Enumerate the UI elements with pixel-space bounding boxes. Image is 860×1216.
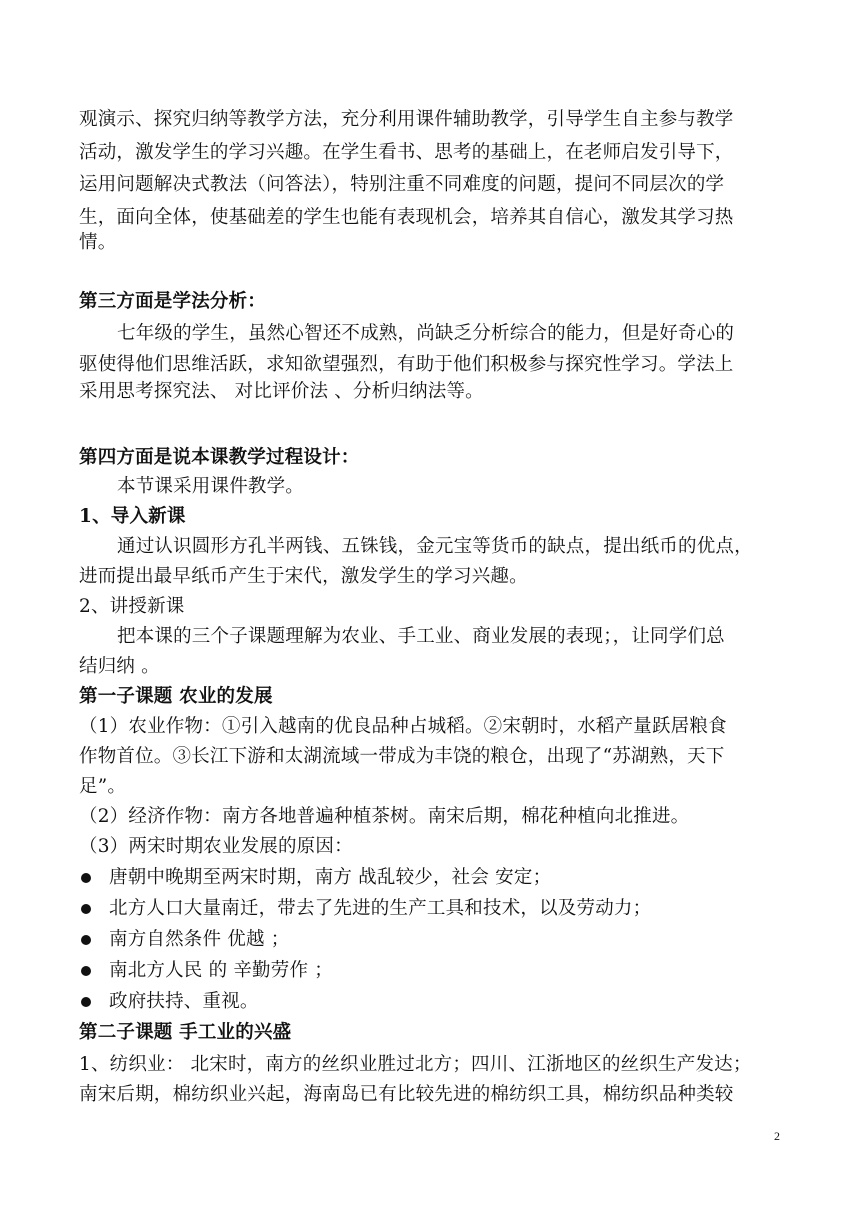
paragraph-line: 本节课采用课件教学。 [117, 476, 305, 497]
paragraph-line: 通过认识圆形方孔半两钱、五铢钱，金元宝等货币的缺点，提出纸币的优点， [117, 536, 753, 557]
sub-topic-heading: 第二子课题 手工业的兴盛 [79, 1022, 292, 1043]
sub-topic-heading: 第一子课题 农业的发展 [79, 686, 273, 707]
paragraph-line: （2）经济作物：南方各地普遍种植茶树。南宋后期，棉花种植向北推进。 [79, 806, 690, 827]
bullet-item [79, 866, 783, 890]
bullet-item [79, 928, 783, 952]
bullet-text: 北方人口大量南迁，带去了先进的生产工具和技术，以及劳动力； [109, 898, 652, 919]
subsection-heading: 2、讲授新课 [79, 596, 185, 617]
paragraph-line: 南宋后期，棉纺织业兴起，海南岛已有比较先进的棉纺织工具，棉纺织品种类较 [79, 1084, 734, 1105]
section-heading-3: 第三方面是学法分析： [79, 291, 267, 312]
bullet-dot-icon [81, 966, 91, 976]
paragraph-line: 1、纺织业： 北宋时，南方的丝织业胜过北方；四川、江浙地区的丝织生产发达； [79, 1054, 752, 1075]
bullet-dot-icon [81, 935, 91, 945]
paragraph-line: 作物首位。③长江下游和太湖流域一带成为丰饶的粮仓，出现了“苏湖熟，天下 [79, 746, 725, 767]
paragraph-line: 生，面向全体，使基础差的学生也能有表现机会，培养其自信心，激发其学习热 [79, 207, 734, 228]
paragraph-line: 采用思考探究法、 对比评价法 、分析归纳法等。 [79, 381, 484, 402]
paragraph-line: 观演示、探究归纳等教学方法，充分利用课件辅助教学，引导学生自主参与教学 [79, 109, 734, 130]
paragraph-line: 情。 [79, 232, 117, 253]
page-number: 2 [774, 1129, 780, 1143]
paragraph-line: 驱使得他们思维活跃，求知欲望强烈，有助于他们积极参与探究性学习。学法上 [79, 354, 734, 375]
bullet-text: 政府扶持、重视。 [109, 991, 259, 1012]
bullet-dot-icon [81, 873, 91, 883]
paragraph-line: 运用问题解决式教法（问答法），特别注重不同难度的问题，提问不同层次的学 [79, 174, 725, 195]
section-heading-4: 第四方面是说本课教学过程设计： [79, 447, 360, 468]
bullet-dot-icon [81, 904, 91, 914]
bullet-text: 南北方人民 的 辛勤劳作 ； [109, 960, 333, 981]
bullet-item [79, 959, 783, 983]
paragraph-line: 活动，激发学生的学习兴趣。在学生看书、思考的基础上，在老师启发引导下， [79, 142, 734, 163]
paragraph-line: 把本课的三个子课题理解为农业、手工业、商业发展的表现；，让同学们总 [117, 626, 725, 647]
bullet-item [79, 990, 783, 1014]
paragraph-line: 足”。 [79, 776, 127, 797]
paragraph-line: 进而提出最早纸币产生于宋代，激发学生的学习兴趣。 [79, 566, 528, 587]
bullet-dot-icon [81, 997, 91, 1007]
paragraph-line: （3）两宋时期农业发展的原因： [79, 836, 353, 857]
bullet-text: 南方自然条件 优越 ； [109, 929, 290, 950]
paragraph-line: （1）农业作物：①引入越南的优良品种占城稻。②宋朝时，水稻产量跃居粮食 [79, 716, 727, 737]
paragraph-line: 结归纳 。 [79, 656, 160, 677]
subsection-heading: 1、导入新课 [79, 506, 186, 527]
bullet-text: 唐朝中晚期至两宋时期，南方 战乱较少，社会 安定； [109, 867, 552, 888]
paragraph-line: 七年级的学生，虽然心智还不成熟，尚缺乏分析综合的能力，但是好奇心的 [117, 323, 735, 344]
bullet-item [79, 897, 783, 921]
